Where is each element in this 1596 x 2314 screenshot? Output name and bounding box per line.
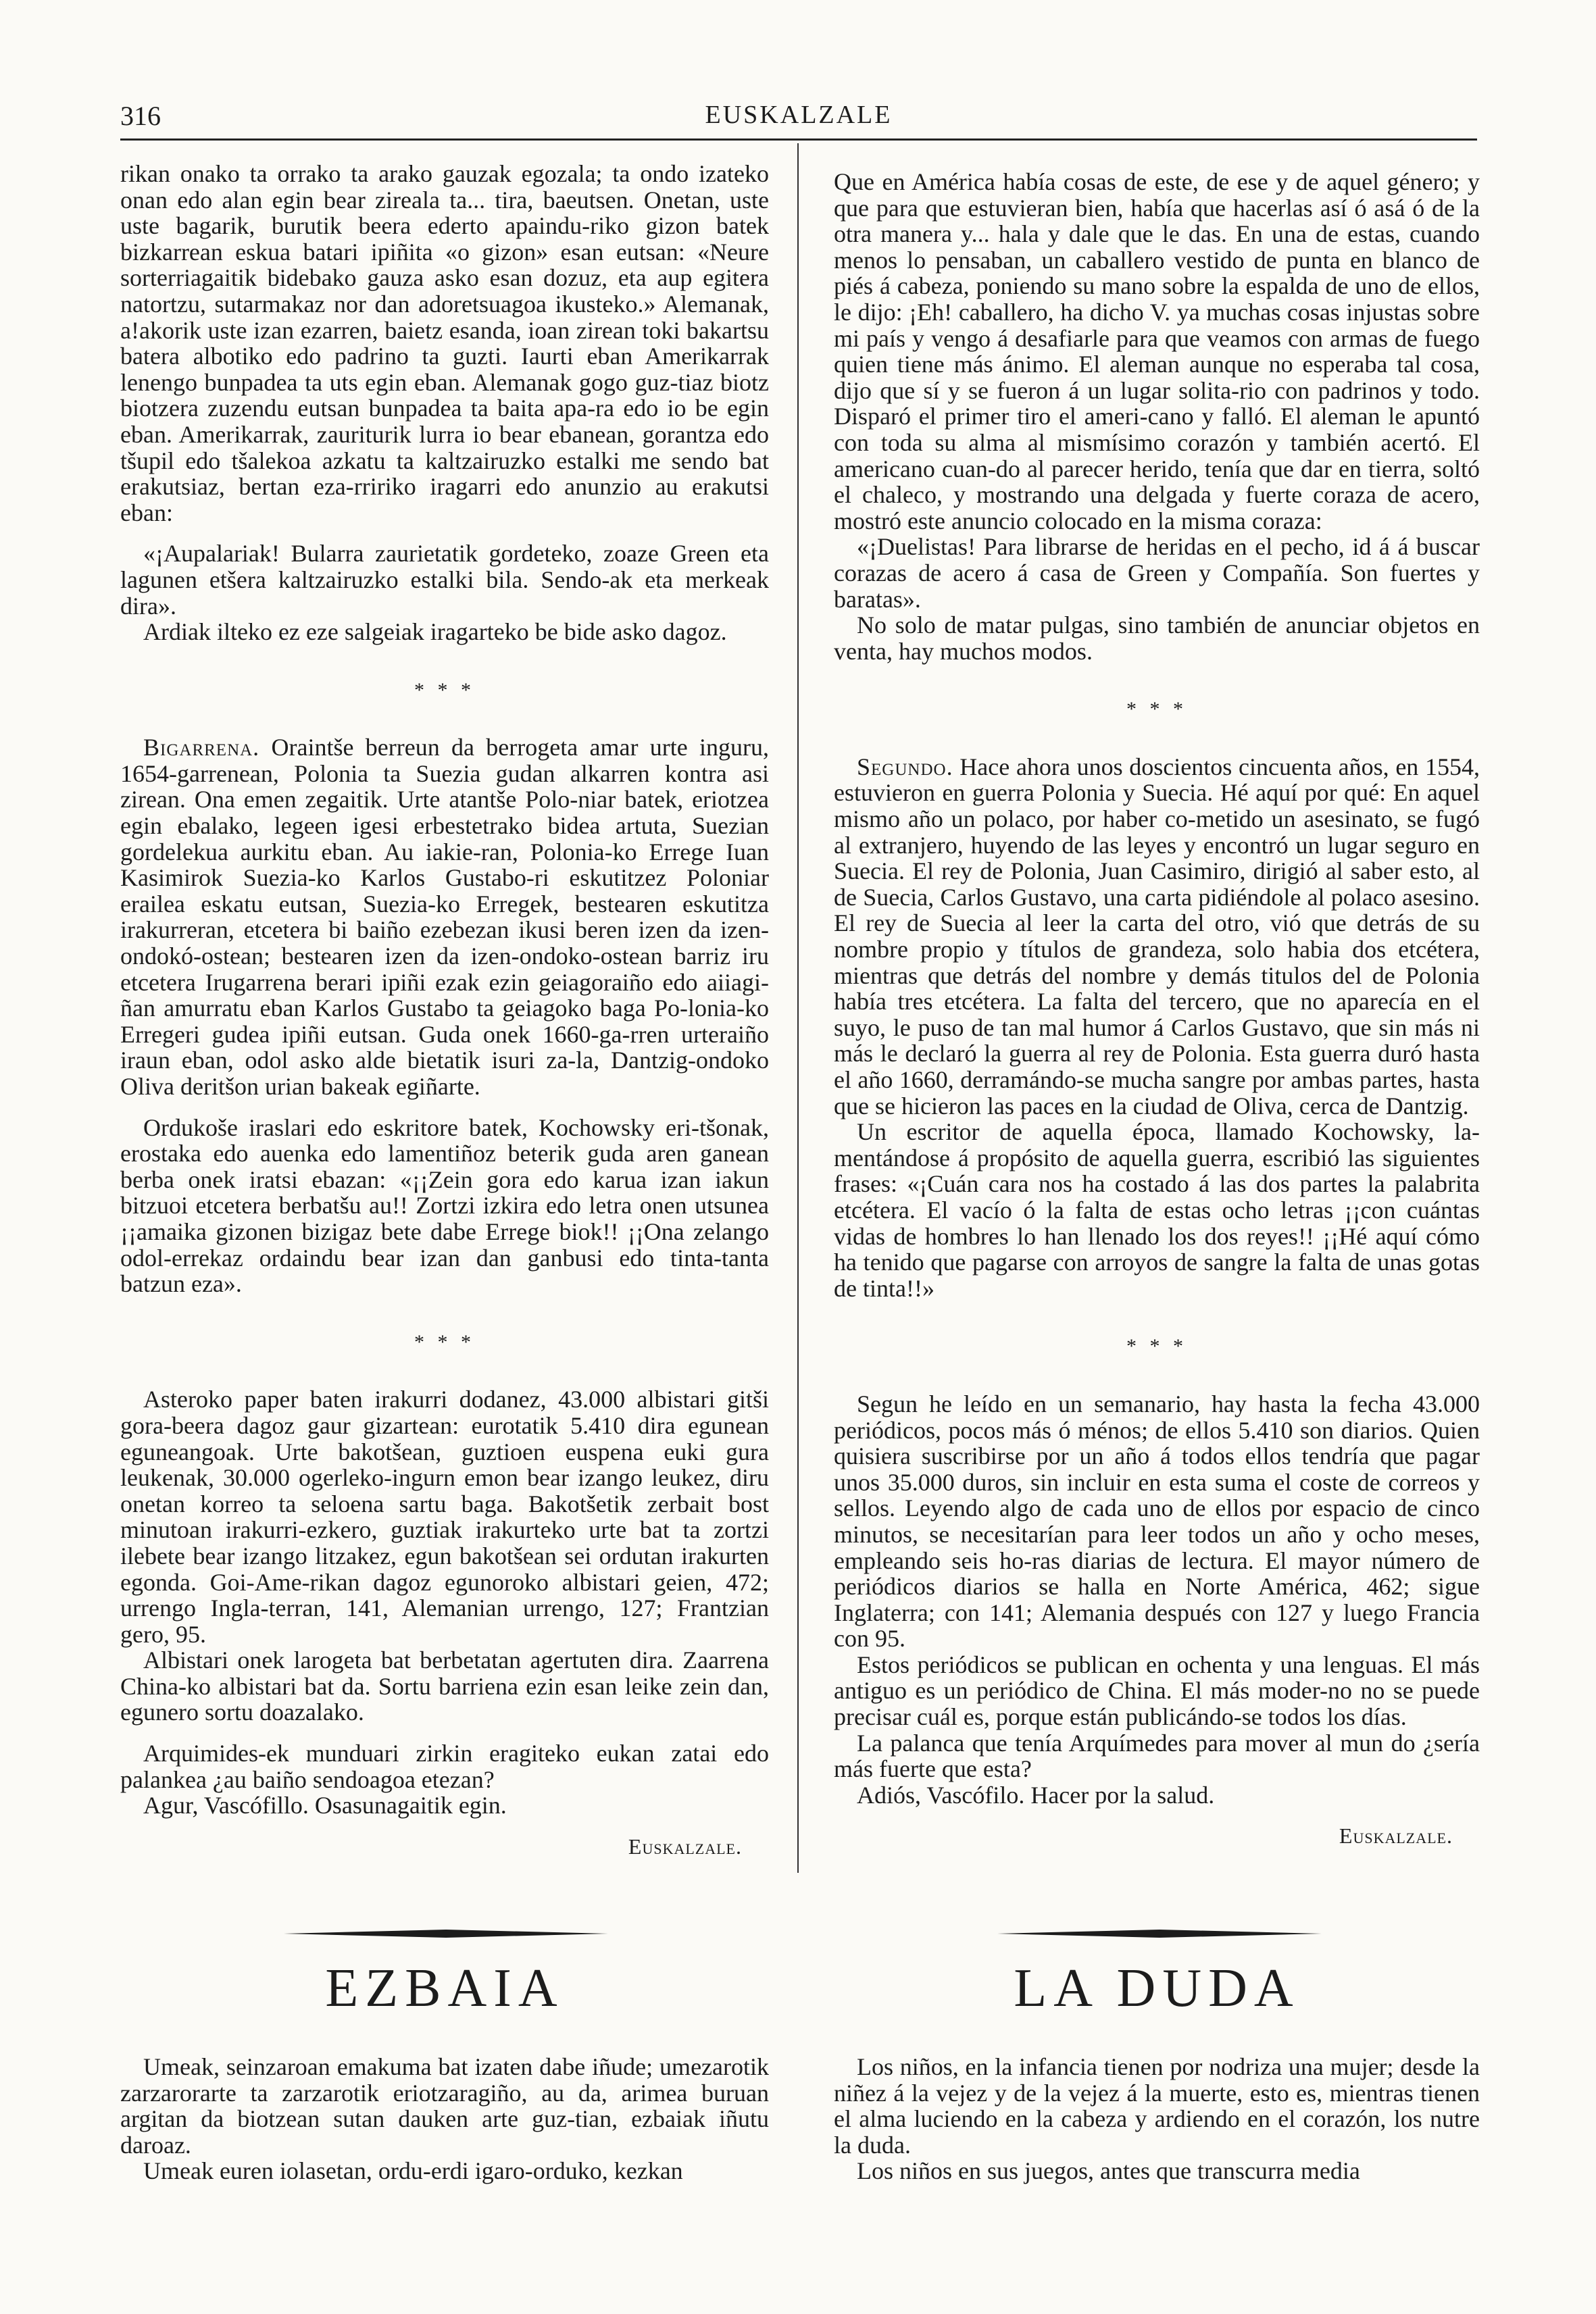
- paragraph: Ordukoše iraslari edo eskritore batek, Kochowsky eri-tšonak, erostaka edo auenka edo lamentiñoz beterik guda aren ganean berba onek iratsi ebazan: «¡¡Zein gora edo karua izan iakun bitzuoi etcetera berbatšu au!! Zortzi izkira edo letra onen utsunea ¡¡amaika gizonen bizigaz bete dabe Errege biok!! ¡¡Ona zelango odol-errekaz ordaindu bear izan dan ganbusi edo tinta-tanta batzun eza».: [120, 1113, 769, 1298]
- paragraph: Estos periódicos se publican en ochenta y una lenguas. El más antiguo es un periódico de China. El más moder-no no se puede precisar cuál es, porque están publicándo-se todos los días.: [834, 1651, 1480, 1731]
- section-separator: * * *: [1126, 698, 1187, 721]
- paragraph: La palanca que tenía Arquímedes para mover al mun do ¿sería más fuerte que esta?: [834, 1729, 1480, 1783]
- right-column: [834, 169, 1480, 1849]
- paragraph: Agur, Vascófillo. Osasunagaitik egin.: [143, 1792, 507, 1819]
- signature: Euskalzale.: [628, 1834, 742, 1859]
- paragraph: Oraintše berreun da berrogeta amar urte inguru, 1654-garrenean, Polonia ta Suezia gudan alkarren kontra asi zirean. Ona emen zegaitik. Urte atantše Polo-niar batek, eriotzea egin ebalako, legeen igesi erbestetrako bidea artuta, Suezian gordelekua aurkitu eban. Au iakie-ran, Polonia-ko Errege Iuan Kasimirok Suezia-ko Karlos Gustabo-ri eskutitzez Poloniar erailea eskatu eutsan, Suezia-ko Erregek, bestearen eskutitza irakurreran, etcetera bi baiño ezebezan ikusi beren izen da izen-ondokó-ostean; bestearen izen da izen-ondoko-ostean barriz iru etcetera Irugarrena berari ipiñi ezak ezin geiagoraiño edo aiiagi-ñan amurratu eban Karlos Gustabo ta geiagoko baga Po-lonia-ko Erregeri gudea ipiñi eutsan. Guda onek 1660-ga-rren urteraiño iraun eban, odol asko alde bietatik isuri za-la, Dantzig-ondoko Oliva deritšon urian bakeak egiñarte.: [120, 734, 769, 1100]
- left-column: [120, 161, 769, 1859]
- paragraph: Umeak euren iolasetan, ordu-erdi igaro-orduko, kezkan: [143, 2157, 683, 2185]
- paragraph: Albistari onek larogeta bat berbetatan agertuten dira. Zaarrena China-ko albistari bat da. Sortu barriena ezin esan leike zein dan, egunero sortu doazalako.: [120, 1646, 769, 1726]
- paragraph: Los niños, en la infancia tienen por nodriza una mujer; desde la niñez á la vejez y de la vejez á la muerte, esto es, mientras tienen el alma luciendo en la cabeza y ardiendo en el corazón, los nutre la duda.: [834, 2053, 1480, 2159]
- paragraph: Hace ahora unos doscientos cincuenta años, en 1554, estuvieron en guerra Polonia y Suecia. Hé aquí por qué: En aquel mismo año un polaco, por haber co-metido un asesinato, se fugó al extranjero, huyendo de las leyes y encontró un lugar seguro en Suecia. El rey de Polonia, Juan Casimiro, dirigió al saber esto, al de Suecia, Carlos Gustavo, una carta pidiéndole al polaco asesino. El rey de Suecia al leer la carta del otro, vió que detrás de su nombre propio y títulos de grandeza, solo habia dos etcétera, mientras que detrás del nombre y demás titulos del de Polonia había tres etcétera. La falta del tercero, que no aparecía en el suyo, le puso de tan mal humor á Carlos Gustavo, que sin más ni más le declaró la guerra al rey de Polonia. Esta guerra duró hasta el año 1660, derramándo-se mucha sangre por ambas partes, hasta que se hicieron las paces en la ciudad de Oliva, cerca de Dantzig.: [834, 753, 1480, 1120]
- article-title-la-duda: LA DUDA: [1014, 1959, 1300, 2018]
- paragraph: Ardiak ilteko ez eze salgeiak iragarteko be bide asko dagoz.: [143, 618, 727, 646]
- section-separator: * * *: [1126, 1335, 1187, 1358]
- paragraph: Umeak, seinzaroan emakuma bat izaten dabe iñude; umezarotik zarzarorarte ta zarzarotik eriotzaragiño, au da, arimea buruan argitan da biotzean sutan dauken arte guz-tian, ezbaiak iñutu daroaz.: [120, 2053, 769, 2159]
- article-body-la-duda: [834, 2054, 1480, 2184]
- section-lead: Bigarrena.: [143, 734, 260, 761]
- paragraph: Segun he leído en un semanario, hay hasta la fecha 43.000 periódicos, pocos más ó ménos; de ellos 5.410 son diarios. Quien quisiera suscribirse por un año á todos ellos tendría que pagar unos 35.000 duros, sin incluir en esta suma el coste de correos y sellos. Leyendo algo de cada uno de ellos por espacio de cinco minutos, se necesitarían para leer todos un año y ocho meses, empleando seis ho-ras diarias de lectura. El mayor número de periódicos diarios se halla en Norte América, 462; sigue Inglaterra; con 141; Alemania después con 127 y luego Francia con 95.: [834, 1390, 1480, 1653]
- paragraph: Adiós, Vascófilo. Hacer por la salud.: [857, 1781, 1215, 1809]
- paragraph: Los niños en sus juegos, antes que transcurra media: [857, 2157, 1360, 2185]
- article-title-ezbaia: EZBAIA: [325, 1959, 564, 2018]
- paragraph: Arquimides-ek munduari zirkin eragiteko eukan zatai edo palankea ¿au baiño sendoagoa etezan?: [120, 1740, 769, 1793]
- paragraph: Un escritor de aquella época, llamado Kochowsky, la-mentándose á propósito de aquella guerra, escribió las siguientes frases: «¡Cuán cara nos ha costado á las dos partes la palabrita etcétera. El vacío ó la falta de estas ocho letras ¡¡con cuántas vidas de hombres lo han llenado los dos reyes!! ¡¡Hé aquí cómo ha tenido que pagarse con arroyos de sangre la falta de unas gotas de tinta!!»: [834, 1118, 1480, 1302]
- running-title: EUSKALZALE: [705, 101, 893, 129]
- column-divider: [797, 143, 799, 1873]
- paragraph: No solo de matar pulgas, sino también de anunciar objetos en venta, hay muchos modos.: [834, 611, 1480, 665]
- signature: Euskalzale.: [1339, 1823, 1453, 1848]
- section-separator: * * *: [414, 678, 475, 701]
- paragraph: Asteroko paper baten irakurri dodanez, 43.000 albistari gitši gora-beera dagoz gaur gizartean: eurotatik 5.410 dira egunean eguneangoak. Urte bakotšean, guztioen euspena euki gura leukenak, 30.000 ogerleko-ingurn emon bear izango leukez, diru onetan korreo ta seloena sartu baga. Bakotšetik zerbait bost minutoan irakurri-ezkero, guztiak irakurteko urte bat ta zortzi ilebete bear izango litzakez, egun bakotšean sei ordutan irakurten egonda. Goi-Ame-rikan dagoz egunoroko albistari geien, 472; urrengo Ingla-terran, 141, Alemanian urrengo, 127; Frantzian gero, 95.: [120, 1386, 769, 1648]
- paragraph: Que en América había cosas de este, de ese y de aquel género; y que para que estuvieran bien, había que hacerlas así ó asá ó de la otra manera y... hala y dale que le das. En una de estas, cuando menos lo pensaban, un caballero vestido de punta en blanco de piés á cabeza, poniendo su mano sobre la espalda de uno de ellos, le dijo: ¡Eh! caballero, ha dicho V. ya muchas cosas injustas sobre mi país y vengo á desafiarle para que veamos con armas de fuego quien tiene más ánimo. El aleman aunque no esperaba tal cosa, dijo que sí y se fueron á un lugar solita-rio con padrinos y todo. Disparó el primer tiro el ameri-cano y falló. El aleman le apuntó con toda su alma al mismísimo corazón y también acertó. El americano cuan-do al parecer herido, tenía que dar en tierra, soltó el chaleco, y mostrando una delgada y fuerte coraza de acero, mostró este anuncio colocado en la misma coraza:: [834, 168, 1480, 534]
- article-body-ezbaia: [120, 2054, 769, 2184]
- quoted-ad: «¡Duelistas! Para librarse de heridas en el pecho, id á á buscar corazas de acero á casa de Green y Compañía. Son fuertes y baratas».: [834, 533, 1480, 613]
- quoted-ad: «¡Aupalariak! Bularra zaurietatik gordeteko, zoaze Green eta lagunen etšera kaltzairuzko estalki bila. Sendo-ak eta merkeak dira».: [120, 540, 769, 620]
- section-lead: Segundo.: [857, 753, 953, 780]
- page-header: [120, 100, 1477, 141]
- page-number: 316: [120, 101, 161, 131]
- ornamental-rule-right: [997, 1929, 1322, 1938]
- paragraph: rikan onako ta orrako ta arako gauzak egozala; ta ondo izateko onan edo alan egin bear zireala ta... tira, baeutsen. Onetan, uste uste bagarik, burutik beera ederto apaindu-riko gizon batek bizkarrean eskua batari ipiñita «o gizon» esan eutsan: «Neure sorterriagaitik bidebako gauza asko esan dozuz, eta aup egitera natortzu, sutarmakaz nor dan adoretsuagoa ikusteko.» Alemanak, a!akorik uste izan ezarren, baietz esanda, ioan zirean toki bakartsu batera albotiko edo padrino ta guzti. Iaurti eban Amerikarrak lenengo bunpadea ta uts egin eban. Alemanak gogo guz-tiaz biotz biotzera zuzendu eutsan bunpadea ta baita apa-ra edo io be egin eban. Amerikarrak, zauriturik lurra io bear ebanean, gorantza edo tšupil edo tšalekoa azkatu ta kaltzairuzko estalki me sendo bat erakutsiaz, bertan eza-rririko iragarri edo anunzio au erakutsi eban:: [120, 160, 769, 526]
- section-separator: * * *: [414, 1330, 475, 1353]
- ornamental-rule-left: [284, 1929, 608, 1938]
- header-rule: [120, 139, 1477, 141]
